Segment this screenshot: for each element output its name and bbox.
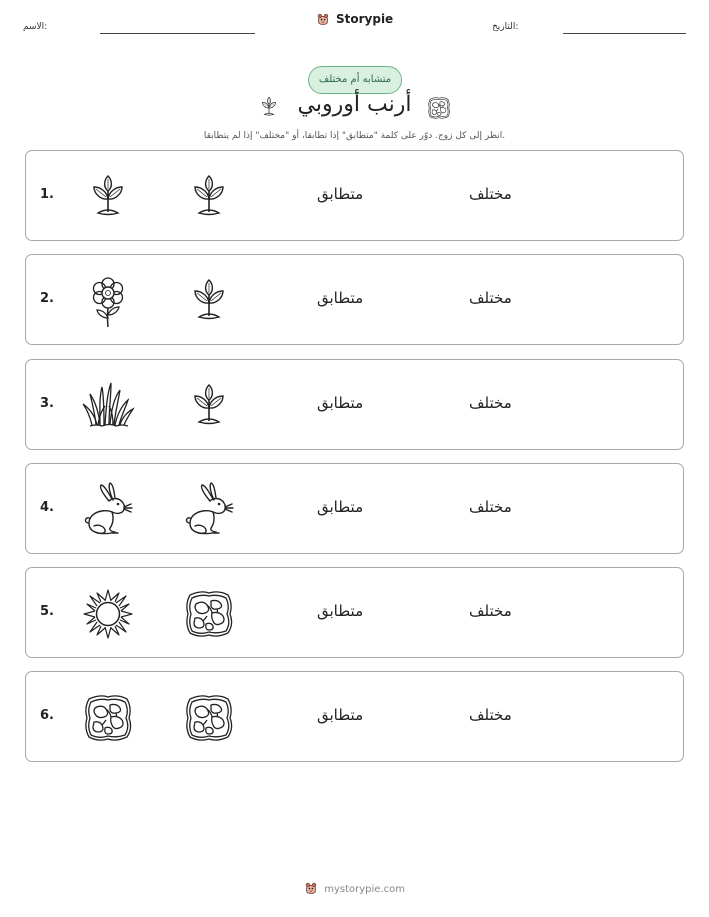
flower-icon	[80, 273, 136, 329]
same-option[interactable]: متطابق	[317, 498, 364, 516]
brand-name: Storypie	[335, 12, 394, 26]
question-row-2	[25, 254, 684, 345]
same-option[interactable]: متطابق	[317, 394, 364, 412]
burrow-icon	[181, 690, 237, 746]
sprout-icon	[80, 169, 136, 225]
burrow-icon	[181, 586, 237, 642]
topic-badge: متشابه أم مختلف	[308, 66, 402, 94]
grass-icon	[80, 378, 136, 434]
brand	[0, 12, 709, 26]
different-option[interactable]: مختلف	[469, 498, 512, 516]
question-row-6	[25, 671, 684, 762]
name-line[interactable]	[100, 33, 255, 34]
different-option[interactable]: مختلف	[469, 706, 512, 724]
sprout-icon	[181, 273, 237, 329]
question-number: 3.	[40, 396, 54, 411]
date-label: التاريخ:	[492, 22, 519, 32]
question-number: 1.	[40, 187, 54, 202]
question-row-5	[25, 567, 684, 658]
instruction-text: انظر إلى كل زوج. دوّر على كلمة "متطابق" إذا تطابقا، أو "مختلف" إذا لم يتطابقا.	[203, 131, 506, 141]
sun-icon	[80, 586, 136, 642]
date-line[interactable]	[563, 33, 686, 34]
burrow-title-icon	[426, 95, 452, 121]
same-option[interactable]: متطابق	[317, 185, 364, 203]
different-option[interactable]: مختلف	[469, 185, 512, 203]
question-row-4	[25, 463, 684, 554]
name-label: الاسم:	[23, 22, 48, 32]
question-row-1	[25, 150, 684, 241]
rabbit-icon	[80, 482, 136, 538]
question-number: 5.	[40, 604, 54, 619]
storypie-logo-icon	[316, 12, 330, 26]
footer-site-link[interactable]: mystorypie.com	[324, 884, 405, 895]
rabbit-icon	[181, 482, 237, 538]
sprout-icon	[181, 378, 237, 434]
worksheet-title: أرنب أوروبي	[297, 92, 412, 117]
question-number: 6.	[40, 708, 54, 723]
sprout-icon	[181, 169, 237, 225]
same-option[interactable]: متطابق	[317, 602, 364, 620]
different-option[interactable]: مختلف	[469, 394, 512, 412]
storypie-logo-icon	[304, 881, 318, 895]
same-option[interactable]: متطابق	[317, 706, 364, 724]
burrow-icon	[80, 690, 136, 746]
question-row-3	[25, 359, 684, 450]
footer	[0, 881, 709, 895]
question-number: 4.	[40, 500, 54, 515]
different-option[interactable]: مختلف	[469, 289, 512, 307]
different-option[interactable]: مختلف	[469, 602, 512, 620]
question-number: 2.	[40, 291, 54, 306]
same-option[interactable]: متطابق	[317, 289, 364, 307]
